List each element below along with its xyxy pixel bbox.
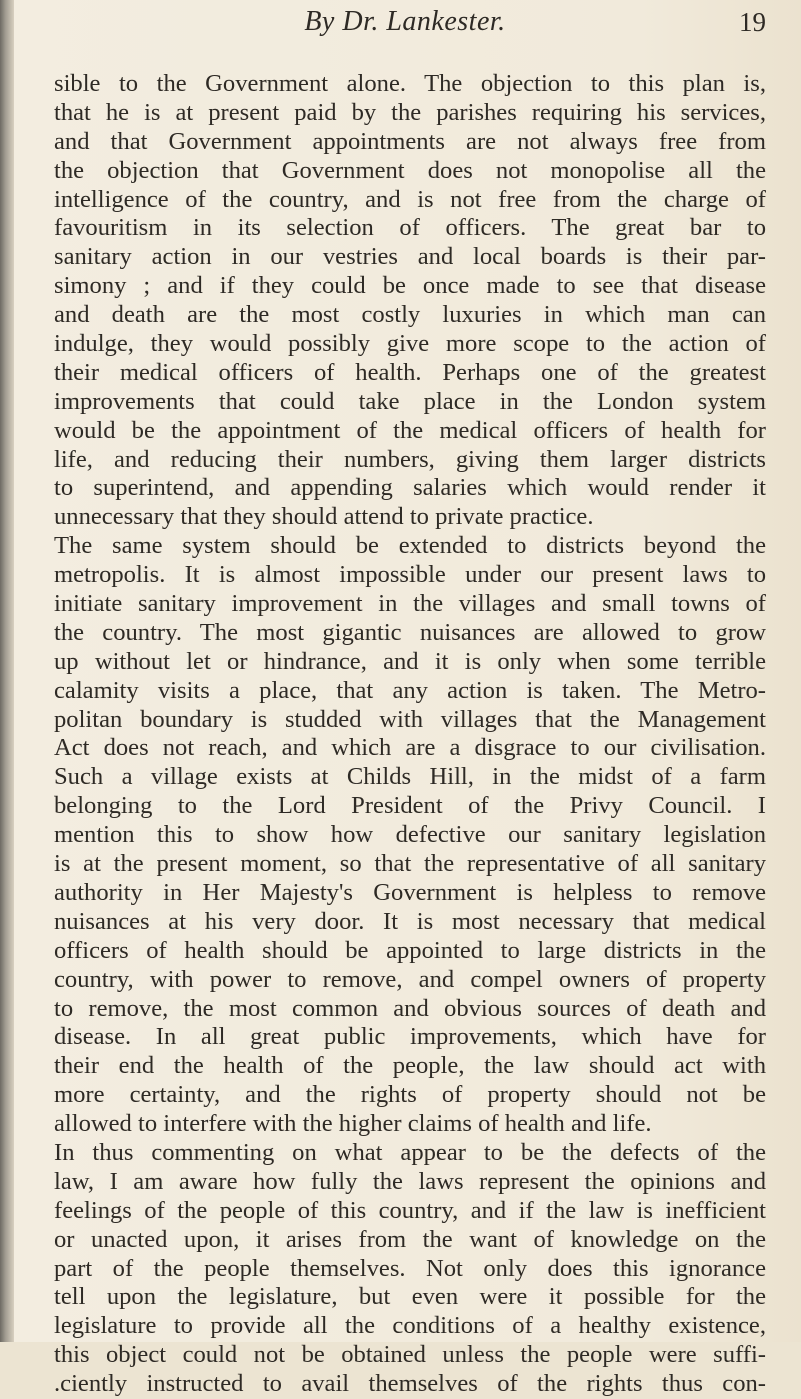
text-line: indulge, they would possibly give more scope to the action of [54,330,766,358]
text-line: Such a village exists at Childs Hill, in the midst of a farm [54,763,766,791]
text-line: to remove, the most common and obvious sources of death and [54,994,766,1022]
text-line: would be the appointment of the medical officers of health for [54,416,766,444]
page-header [40,4,770,48]
text-line: to superintend, and appending salaries which would render it [54,474,766,502]
text-line: mention this to show how defective our sanitary legislation [54,821,766,849]
text-line: allowed to interfere with the higher claims of health and life. [54,1110,652,1138]
text-line: officers of health should be appointed to large districts in the [54,936,766,964]
text-line: The same system should be extended to districts beyond the [54,532,766,560]
text-line: favouritism in its selection of officers. The great bar to [54,214,766,242]
text-line: law, I am aware how fully the laws represent the opinions and [54,1167,766,1195]
text-line: and that Government appointments are not always free from [54,127,766,155]
binding-gutter [0,0,14,1342]
text-line: In thus commenting on what appear to be the defects of the [54,1138,766,1166]
text-line: initiate sanitary improvement in the villages and small towns of [54,590,766,618]
text-line: metropolis. It is almost impossible under our present laws to [54,561,766,589]
text-line: nuisances at his very door. It is most necessary that medical [54,907,766,935]
text-line: Act does not reach, and which are a disgrace to our civilisation. [54,734,766,762]
text-line: country, with power to remove, and compel owners of property [54,965,766,993]
text-line: feelings of the people of this country, and if the law is inefficient [54,1196,766,1224]
text-line: unnecessary that they should attend to private practice. [54,503,594,531]
text-line: the objection that Government does not monopolise all the [54,156,766,184]
text-line: part of the people themselves. Not only does this ignorance [54,1254,766,1282]
running-head: By Dr. Lankester. [304,6,506,37]
text-line: life, and reducing their numbers, giving them larger districts [54,445,766,473]
text-line: up without let or hindrance, and it is only when some terrible [54,647,766,675]
text-line: belonging to the Lord President of the Privy Council. I [54,792,766,820]
text-line: disease. In all great public improvements, which have for [54,1023,766,1051]
text-line: sible to the Government alone. The objection to this plan is, [54,70,766,97]
page-number: 19 [739,7,766,37]
text-line: is at the present moment, so that the representative of all sanitary [54,850,766,878]
text-line: their end the health of the people, the law should act with [54,1052,766,1080]
text-line: .ciently instructed to avail themselves of the rights thus con- [54,1370,766,1398]
text-line: their medical officers of health. Perhaps one of the greatest [54,358,766,386]
text-line: this object could not be obtained unless the people were suffi- [54,1341,766,1369]
text-line: or unacted upon, it arises from the want of knowledge on the [54,1225,766,1253]
body-text [54,70,766,1399]
text-line: that he is at present paid by the parishes requiring his services, [54,98,766,126]
text-line: simony ; and if they could be once made to see that disease [54,272,766,300]
text-line: improvements that could take place in the London system [54,387,766,415]
text-line: tell upon the legislature, but even were it possible for the [54,1283,766,1311]
text-line: and death are the most costly luxuries in which man can [54,301,766,329]
text-line: intelligence of the country, and is not free from the charge of [54,185,766,213]
text-line: the country. The most gigantic nuisances are allowed to grow [54,618,766,646]
text-line: calamity visits a place, that any action is taken. The Metro- [54,676,766,704]
text-line: politan boundary is studded with villages that the Management [54,705,766,733]
text-line: legislature to provide all the conditions of a healthy existence, [54,1312,766,1340]
text-line: more certainty, and the rights of property should not be [54,1081,766,1109]
text-line: sanitary action in our vestries and local boards is their par- [54,243,766,271]
text-line: authority in Her Majesty's Government is helpless to remove [54,878,766,906]
